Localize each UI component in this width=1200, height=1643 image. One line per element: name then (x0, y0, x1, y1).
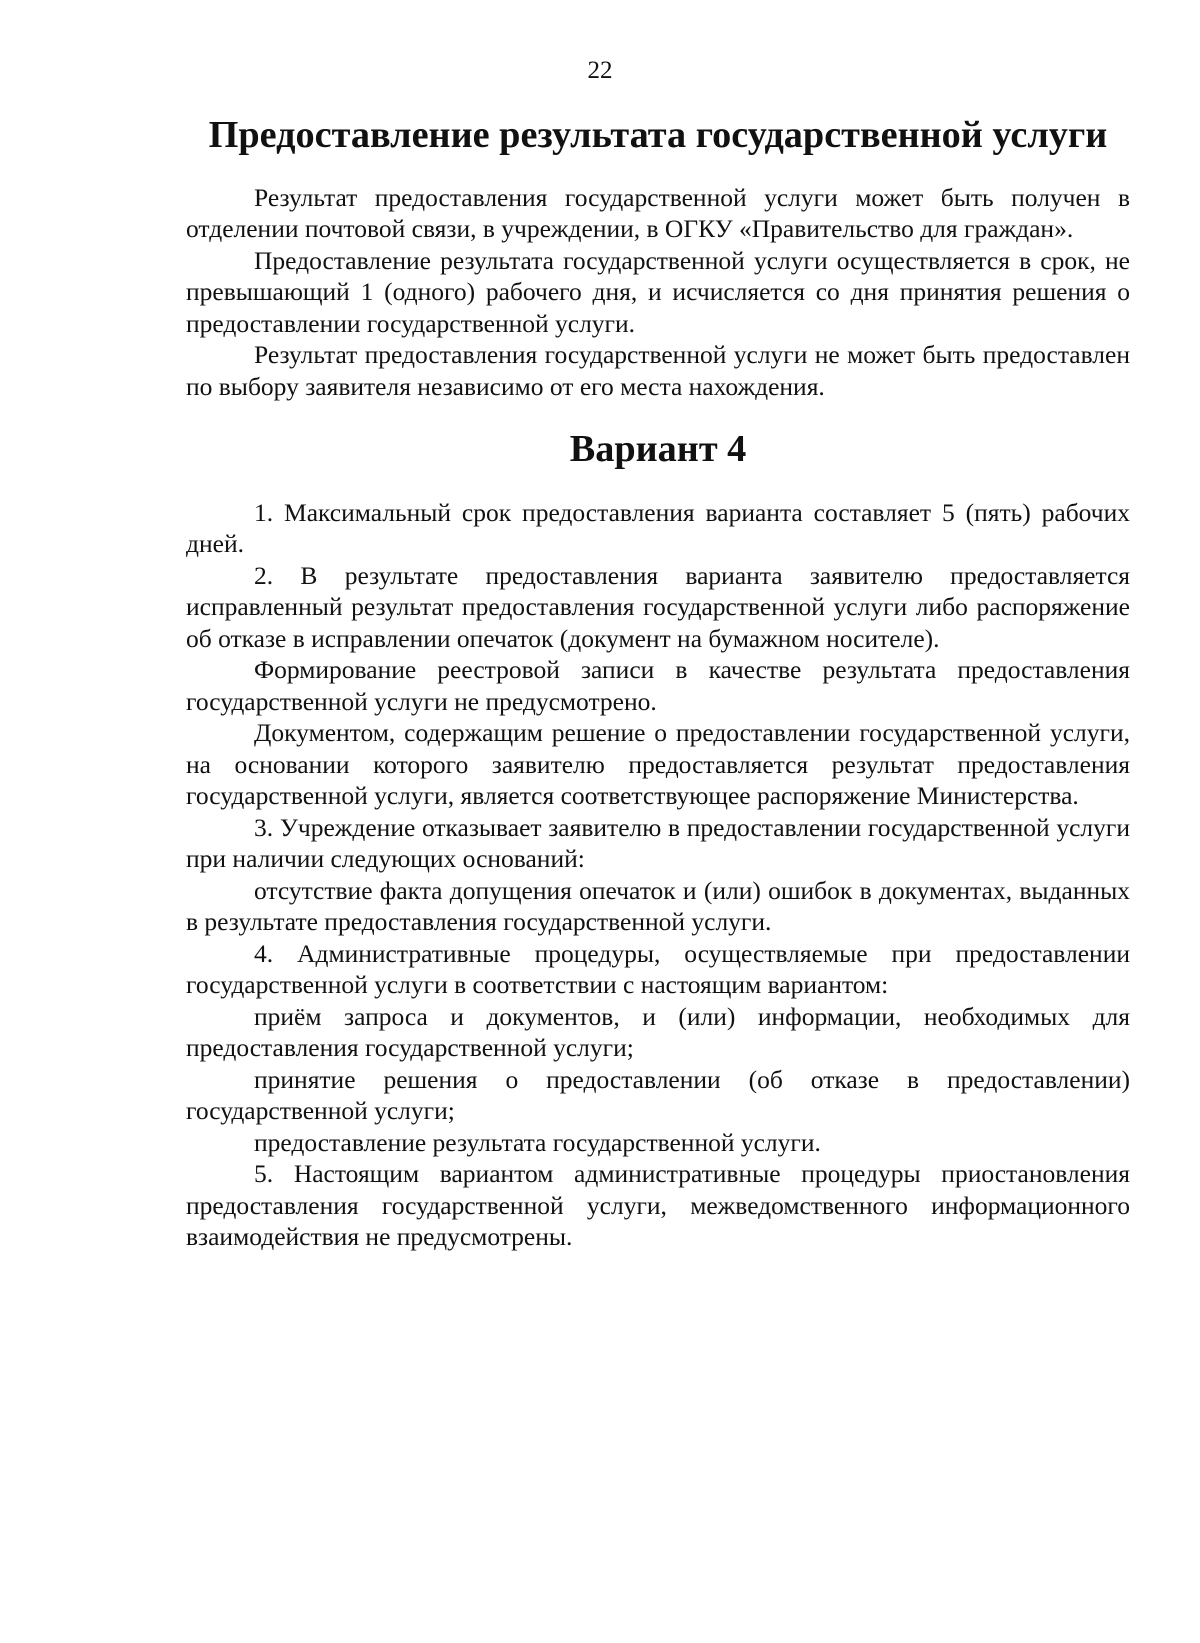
paragraph: принятие решения о предоставлении (об отказе в предоставлении) государственной услуги; (186, 1064, 1130, 1125)
paragraph: Результат предоставления государственной услуги не может быть предоставлен по выбору заявителя независимо от его места нахождения. (186, 340, 1130, 401)
section-heading-result: Предоставление результата государственной услуги (208, 114, 1108, 156)
paragraph: приём запроса и документов, и (или) информации, необходимых для предоставления государственной услуги; (186, 1001, 1130, 1062)
paragraph: отсутствие факта допущения опечаток и (или) ошибок в документах, выданных в результате предоставления государственной услуги. (186, 875, 1130, 936)
paragraph: 4. Административные процедуры, осуществляемые при предоставлении государственной услуги в соответствии с настоящим вариантом: (186, 938, 1130, 999)
paragraph: Документом, содержащим решение о предоставлении государственной услуги, на основании которого заявителю предоставляется результат предоставления государственной услуги, является соответствующее распоряжение Министерства. (186, 718, 1130, 810)
section-heading-variant-4: Вариант 4 (569, 428, 747, 470)
paragraph: Результат предоставления государственной услуги может быть получен в отделении почтовой связи, в учреждении, в ОГКУ «Правительство для граждан». (186, 182, 1130, 243)
paragraph: 5. Настоящим вариантом административные процедуры приостановления предоставления государственной услуги, межведомственного информационного взаимодействия не предусмотрены. (186, 1159, 1130, 1251)
paragraph: предоставление результата государственной услуги. (254, 1127, 821, 1157)
paragraph: 2. В результате предоставления варианта заявителю предоставляется исправленный результат предоставления государственной услуги либо распоряжение об отказе в исправлении опечаток (документ на бумажном носителе). (186, 560, 1130, 653)
paragraph: Формирование реестровой записи в качестве результата предоставления государственной услуги не предусмотрено. (186, 655, 1130, 716)
page-number: 22 (587, 57, 613, 84)
document-body (186, 114, 1130, 1253)
paragraph: 3. Учреждение отказывает заявителю в предоставлении государственной услуги при наличии следующих оснований: (186, 812, 1130, 873)
paragraph: Предоставление результата государственной услуги осуществляется в срок, не превышающий 1 (одного) рабочего дня, и исчисляется со дня принятия решения о предоставлении государственной услуги. (186, 245, 1130, 338)
paragraph: 1. Максимальный срок предоставления варианта составляет 5 (пять) рабочих дней. (186, 497, 1130, 558)
